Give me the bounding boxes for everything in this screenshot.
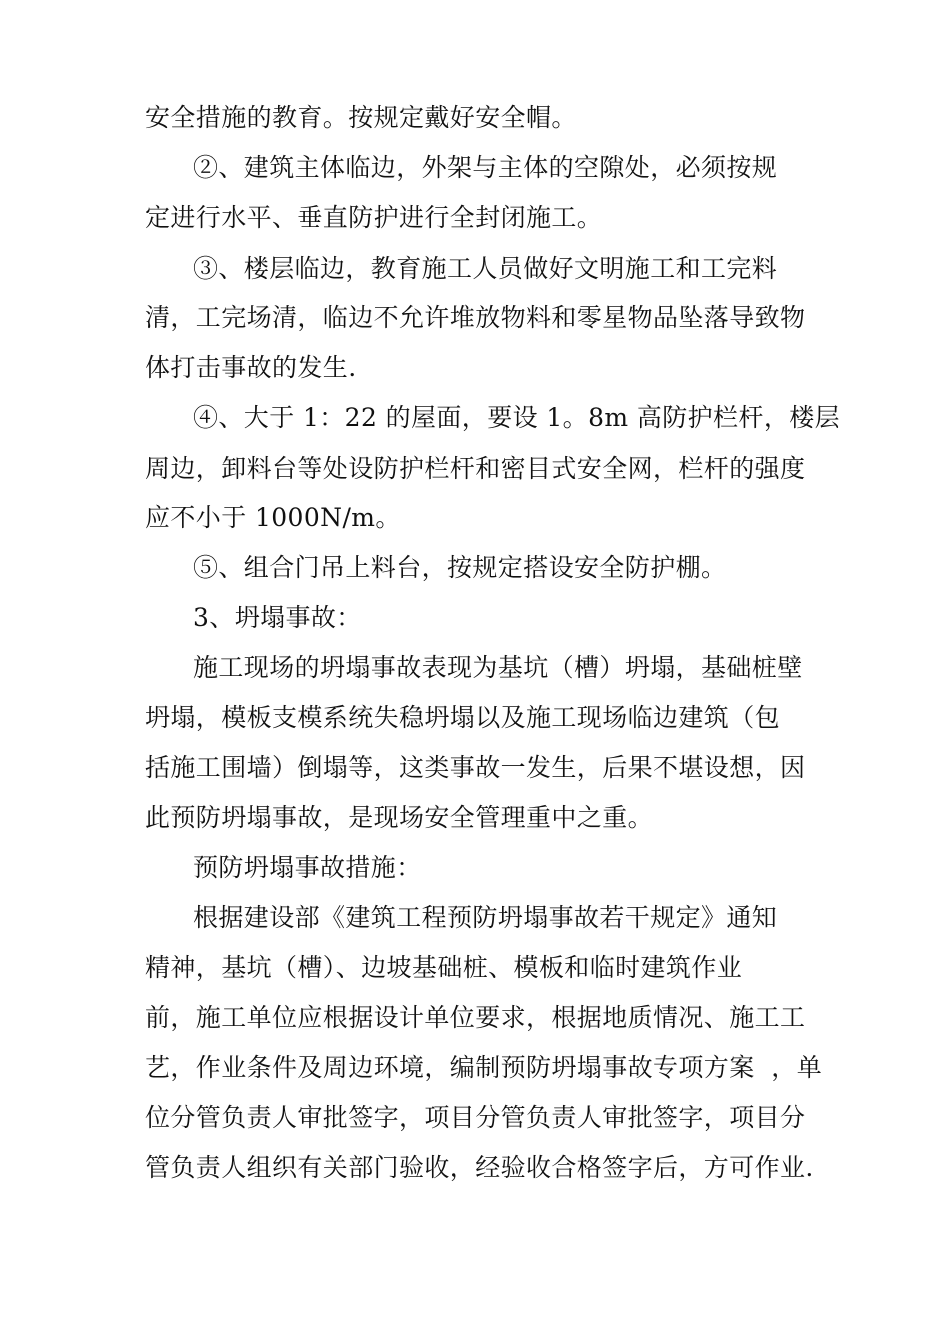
text-line: 此预防坍塌事故，是现场安全管理重中之重。 [145,803,654,832]
text-line: ③、楼层临边，教育施工人员做好文明施工和工完料 [193,254,778,283]
text-line: 坍塌，模板支模系统失稳坍塌以及施工现场临边建筑（包 [145,703,781,732]
text-line: 括施工围墙）倒塌等，这类事故一发生，后果不堪设想，因 [145,753,806,782]
text-line: 清，工完场清，临边不允许堆放物料和零星物品坠落导致物 [145,303,806,332]
subheading: 预防坍塌事故措施： [193,853,422,882]
text-line: 周边，卸料台等处设防护栏杆和密目式安全网，栏杆的强度 [145,454,806,483]
text-line: 管负责人组织有关部门验收，经验收合格签字后，方可作业. [145,1153,814,1182]
text-line: 安全措施的教育。按规定戴好安全帽。 [145,103,577,132]
text-line: 精神，基坑（槽）、边坡基础桩、模板和临时建筑作业 [145,953,743,982]
section-heading: 3、坍塌事故： [193,603,362,632]
text-line: 体打击事故的发生. [145,353,357,382]
text-line: 定进行水平、垂直防护进行全封闭施工。 [145,203,603,232]
text-line: 位分管负责人审批签字，项目分管负责人审批签字，项目分 [145,1103,806,1132]
text-line: 施工现场的坍塌事故表现为基坑（槽）坍塌，基础桩壁 [193,653,803,682]
text-line: 前，施工单位应根据设计单位要求，根据地质情况、施工工 [145,1003,806,1032]
text-line: 艺，作业条件及周边环境，编制预防坍塌事故专项方案 ，单 [145,1053,823,1082]
text-line: ④、大于 1：22 的屋面，要设 1。8m 高防护栏杆，楼层 [193,403,841,432]
text-line: ②、建筑主体临边，外架与主体的空隙处，必须按规 [193,153,778,182]
text-line: ⑤、组合门吊上料台，按规定搭设安全防护棚。 [193,553,727,582]
text-line: 应不小于 1000N/m。 [145,503,401,532]
text-line: 根据建设部《建筑工程预防坍塌事故若干规定》通知 [193,903,778,932]
